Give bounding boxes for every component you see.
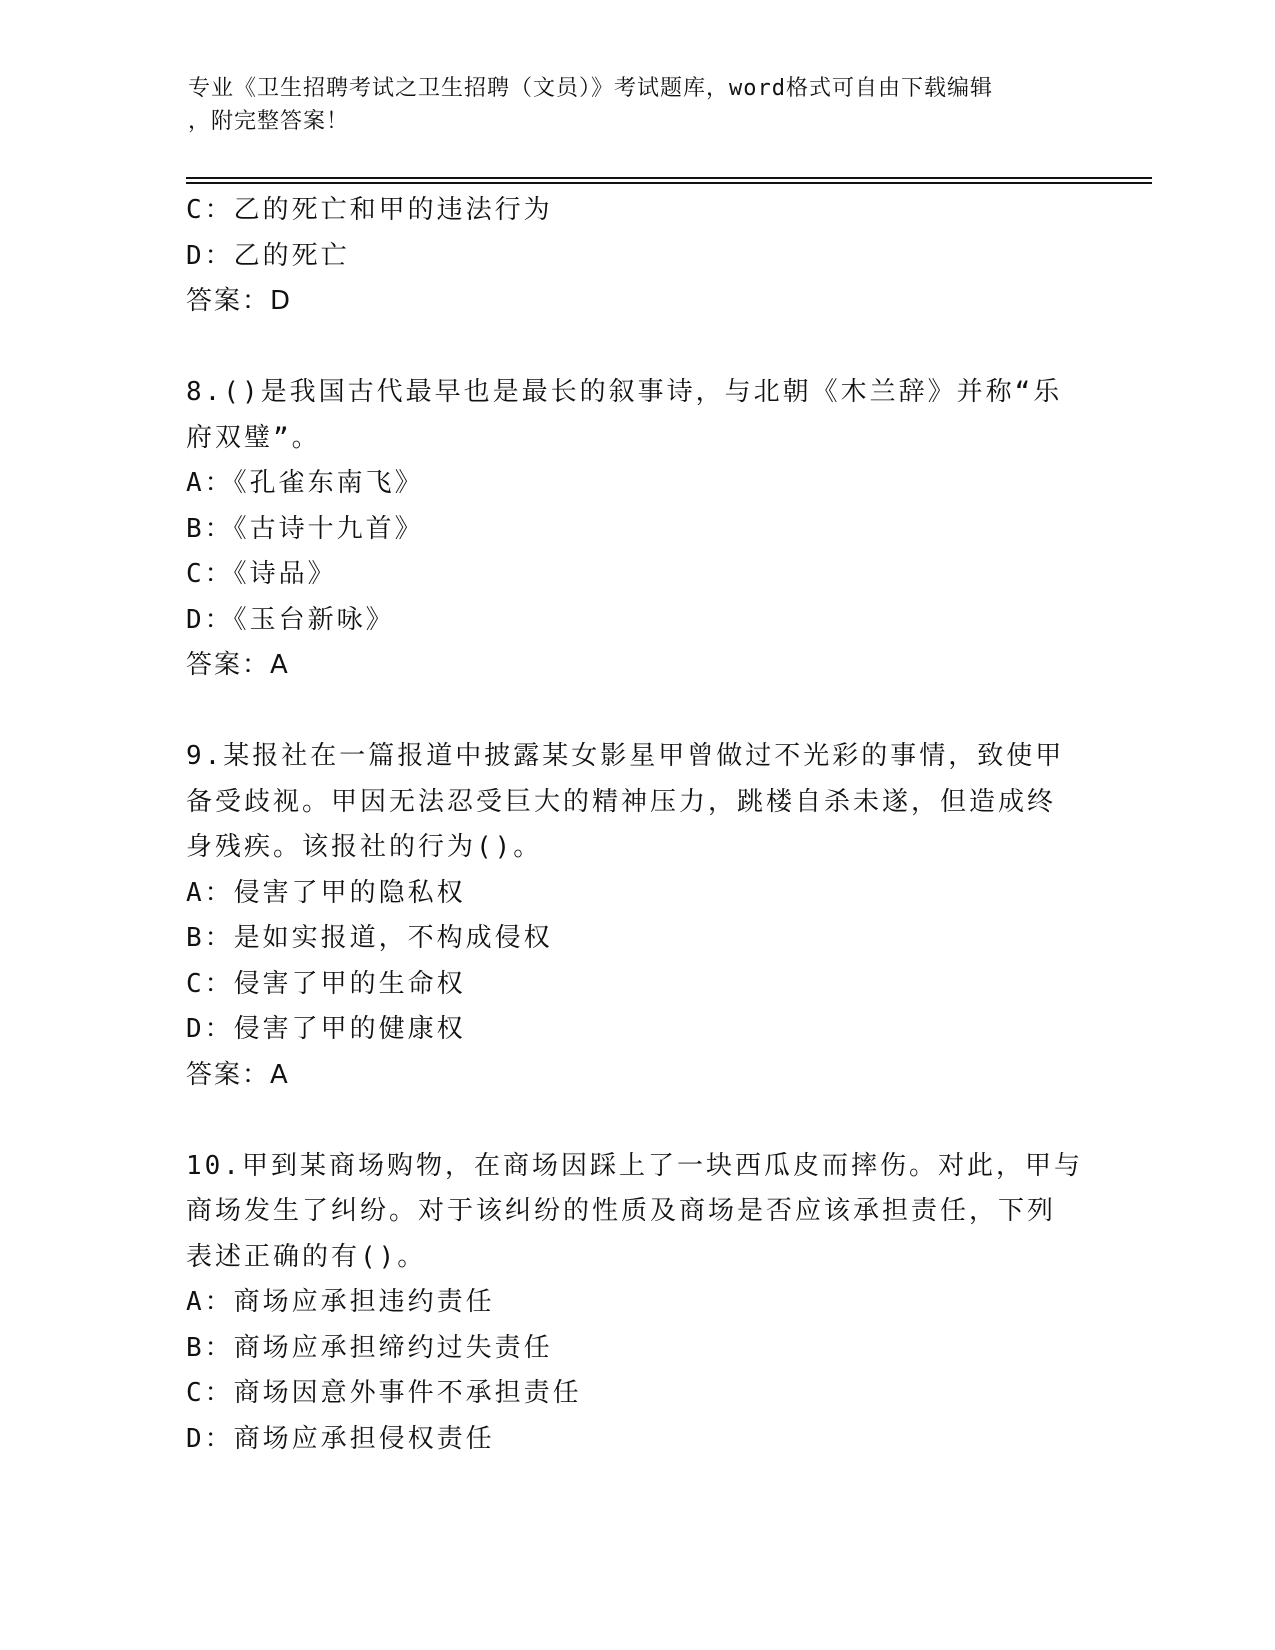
q10-stem-line-2: 商场发生了纠纷。对于该纠纷的性质及商场是否应该承担责任，下列 xyxy=(186,1196,1057,1226)
prev-answer: 答案：D xyxy=(186,286,293,316)
q9-option-d: D：侵害了甲的健康权 xyxy=(186,1014,466,1044)
header-line-2: ，附完整答案！ xyxy=(188,109,350,134)
q8-stem-line-1: 8.()是我国古代最早也是最长的叙事诗，与北朝《木兰辞》并称“乐 xyxy=(186,377,1063,407)
q9-stem-line-1: 9.某报社在一篇报道中披露某女影星甲曾做过不光彩的事情，致使甲 xyxy=(186,741,1065,771)
q9-option-b: B：是如实报道，不构成侵权 xyxy=(186,923,553,953)
q10-stem-line-3: 表述正确的有()。 xyxy=(186,1241,427,1272)
q8-option-d: D：《玉台新咏》 xyxy=(186,604,395,635)
q10-option-b: B：商场应承担缔约过失责任 xyxy=(186,1332,553,1363)
prev-option-d: D：乙的死亡 xyxy=(186,240,350,271)
q8-option-b: B：《古诗十九首》 xyxy=(186,513,424,544)
spacer xyxy=(186,1098,1086,1144)
page-header xyxy=(188,72,1068,138)
q9-stem-line-3: 身残疾。该报社的行为()。 xyxy=(186,832,543,862)
q10-option-a: A：商场应承担违约责任 xyxy=(186,1287,495,1317)
q9-answer: 答案：A xyxy=(186,1059,290,1090)
spacer xyxy=(186,689,1086,735)
header-rule-bottom xyxy=(186,182,1152,184)
q8-option-c: C：《诗品》 xyxy=(186,559,337,589)
header-line-1: 专业《卫生招聘考试之卫生招聘（文员）》考试题库，word格式可自由下载编辑 xyxy=(188,76,993,101)
q10-option-d: D：商场应承担侵权责任 xyxy=(186,1423,495,1454)
q8-stem-line-2: 府双璧”。 xyxy=(186,422,321,453)
q10-option-c: C：商场因意外事件不承担责任 xyxy=(186,1378,582,1408)
q8-option-a: A：《孔雀东南飞》 xyxy=(186,468,424,498)
q8-answer: 答案：A xyxy=(186,650,290,680)
header-rule-top xyxy=(186,177,1152,179)
document-body xyxy=(186,188,1086,1462)
q9-stem-line-2: 备受歧视。甲因无法忍受巨大的精神压力，跳楼自杀未遂，但造成终 xyxy=(186,786,1057,817)
q10-stem-line-1: 10.甲到某商场购物，在商场因踩上了一块西瓜皮而摔伤。对此，甲与 xyxy=(186,1150,1083,1181)
q9-option-c: C：侵害了甲的生命权 xyxy=(186,968,466,999)
prev-option-c: C：乙的死亡和甲的违法行为 xyxy=(186,195,553,225)
q9-option-a: A：侵害了甲的隐私权 xyxy=(186,877,466,908)
spacer xyxy=(186,325,1086,371)
